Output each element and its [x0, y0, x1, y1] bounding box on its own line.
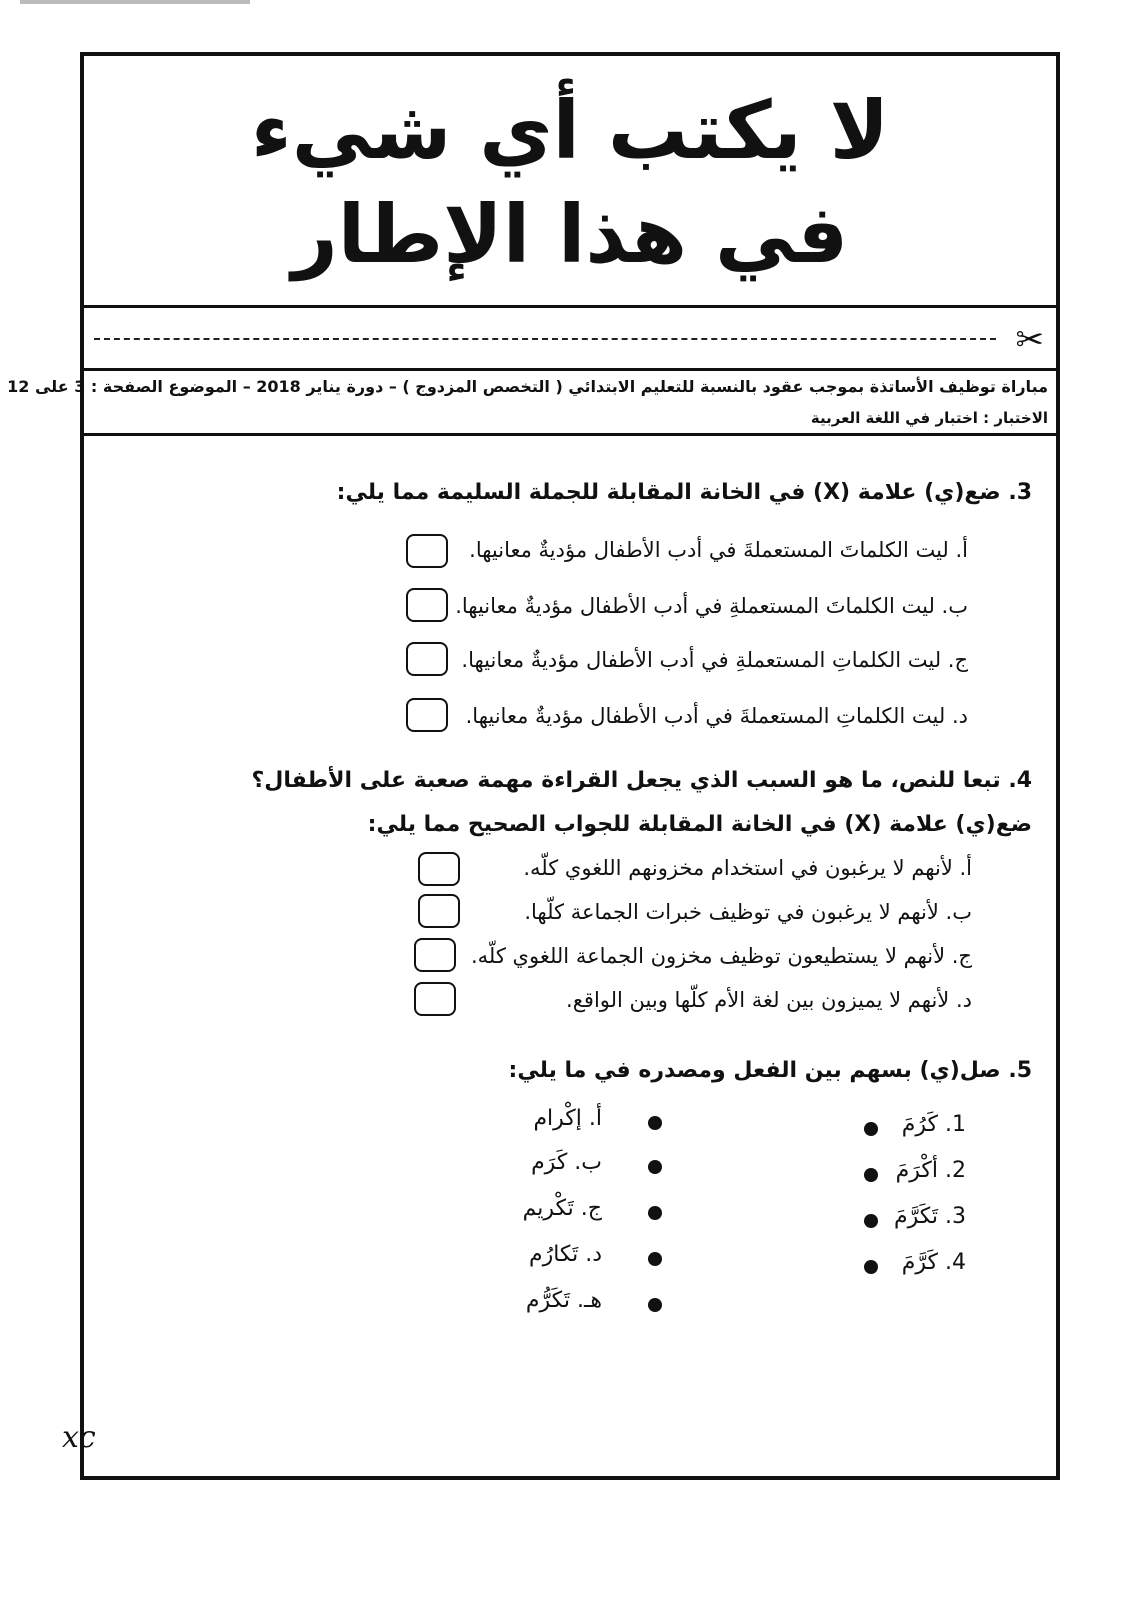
q3-checkbox-b[interactable]: [406, 588, 448, 622]
q5-verb-3: 3. تَكَرَّمَ: [893, 1204, 966, 1229]
q3-option-c: ج. ليت الكلماتِ المستعملةِ في أدب الأطفال مؤديةٌ معانيها.: [461, 648, 968, 672]
q3-option-d: د. ليت الكلماتِ المستعملةَ في أدب الأطفال مؤديةٌ معانيها.: [465, 704, 968, 728]
q4-checkbox-c[interactable]: [414, 938, 456, 972]
q4-checkbox-b[interactable]: [418, 894, 460, 928]
q5-verb-2: 2. أكْرَمَ: [895, 1158, 966, 1183]
q5-verb-dot-2[interactable]: [864, 1168, 878, 1182]
q3-checkbox-d[interactable]: [406, 698, 448, 732]
q3-checkbox-a[interactable]: [406, 534, 448, 568]
q5-noun-d: د. تَكارُم: [528, 1242, 602, 1267]
q3-checkbox-c[interactable]: [406, 642, 448, 676]
q4-option-b: ب. لأنهم لا يرغبون في توظيف خبرات الجماعة كلّها.: [524, 900, 972, 924]
scan-smudge: [20, 0, 250, 4]
q5-title: 5. صل(ي) بسهم بين الفعل ومصدره في ما يلي:: [508, 1058, 1032, 1083]
cut-line: [94, 338, 996, 340]
q5-noun-dot-a[interactable]: [648, 1116, 662, 1130]
q5-noun-dot-d[interactable]: [648, 1252, 662, 1266]
no-write-box: [84, 56, 1056, 308]
q5-noun-c: ج. تَكْريم: [522, 1196, 602, 1221]
q3-title: 3. ضع(ي) علامة (X) في الخانة المقابلة للجملة السليمة مما يلي:: [336, 480, 1032, 505]
q4-checkbox-a[interactable]: [418, 852, 460, 886]
q3-option-b: ب. ليت الكلماتَ المستعملةِ في أدب الأطفال مؤديةٌ معانيها.: [455, 594, 968, 618]
q5-verb-1: 1. كَرُمَ: [901, 1112, 966, 1137]
exam-info-box: [7, 368, 1056, 436]
q5-verb-dot-1[interactable]: [864, 1122, 878, 1136]
q4-subtitle: ضع(ي) علامة (X) في الخانة المقابلة للجواب الصحيح مما يلي:: [367, 812, 1032, 837]
q5-noun-dot-e[interactable]: [648, 1298, 662, 1312]
no-write-title-line2: في هذا الإطار: [291, 188, 849, 281]
q4-option-d: د. لأنهم لا يميزون بين لغة الأم كلّها وبين الواقع.: [566, 988, 972, 1012]
q5-noun-a: أ. إكْرام: [533, 1106, 602, 1131]
q4-option-c: ج. لأنهم لا يستطيعون توظيف مخزون الجماعة اللغوي كلّه.: [470, 944, 972, 968]
q5-verb-4: 4. كَرَّمَ: [901, 1250, 966, 1275]
q4-title: 4. تبعا للنص، ما هو السبب الذي يجعل القراءة مهمة صعبة على الأطفال؟: [251, 768, 1032, 793]
handwritten-initials: xc: [62, 1420, 96, 1455]
exam-info-line1: مباراة توظيف الأساتذة بموجب عقود بالنسبة للتعليم الابتدائي ( التخصص المزدوج ) – دورة يناير 2018 – الموضوع الصفحة : 3 على 12: [7, 377, 1048, 396]
q5-verb-dot-3[interactable]: [864, 1214, 878, 1228]
q5-noun-dot-c[interactable]: [648, 1206, 662, 1220]
no-write-title-line1: لا يكتب أي شيء: [250, 84, 890, 177]
q5-verb-dot-4[interactable]: [864, 1260, 878, 1274]
q4-option-a: أ. لأنهم لا يرغبون في استخدام مخزونهم اللغوي كلّه.: [523, 856, 972, 880]
q3-option-a: أ. ليت الكلماتَ المستعملةَ في أدب الأطفال مؤديةٌ معانيها.: [469, 538, 968, 562]
q5-noun-dot-b[interactable]: [648, 1160, 662, 1174]
q5-noun-b: ب. كَرَم: [531, 1150, 602, 1175]
q5-noun-e: هـ. تَكَرُّم: [525, 1288, 602, 1313]
scissors-icon: ✂: [1015, 320, 1044, 360]
q4-checkbox-d[interactable]: [414, 982, 456, 1016]
exam-info-line2: الاختبار : اختبار في اللغة العربية: [810, 409, 1048, 427]
